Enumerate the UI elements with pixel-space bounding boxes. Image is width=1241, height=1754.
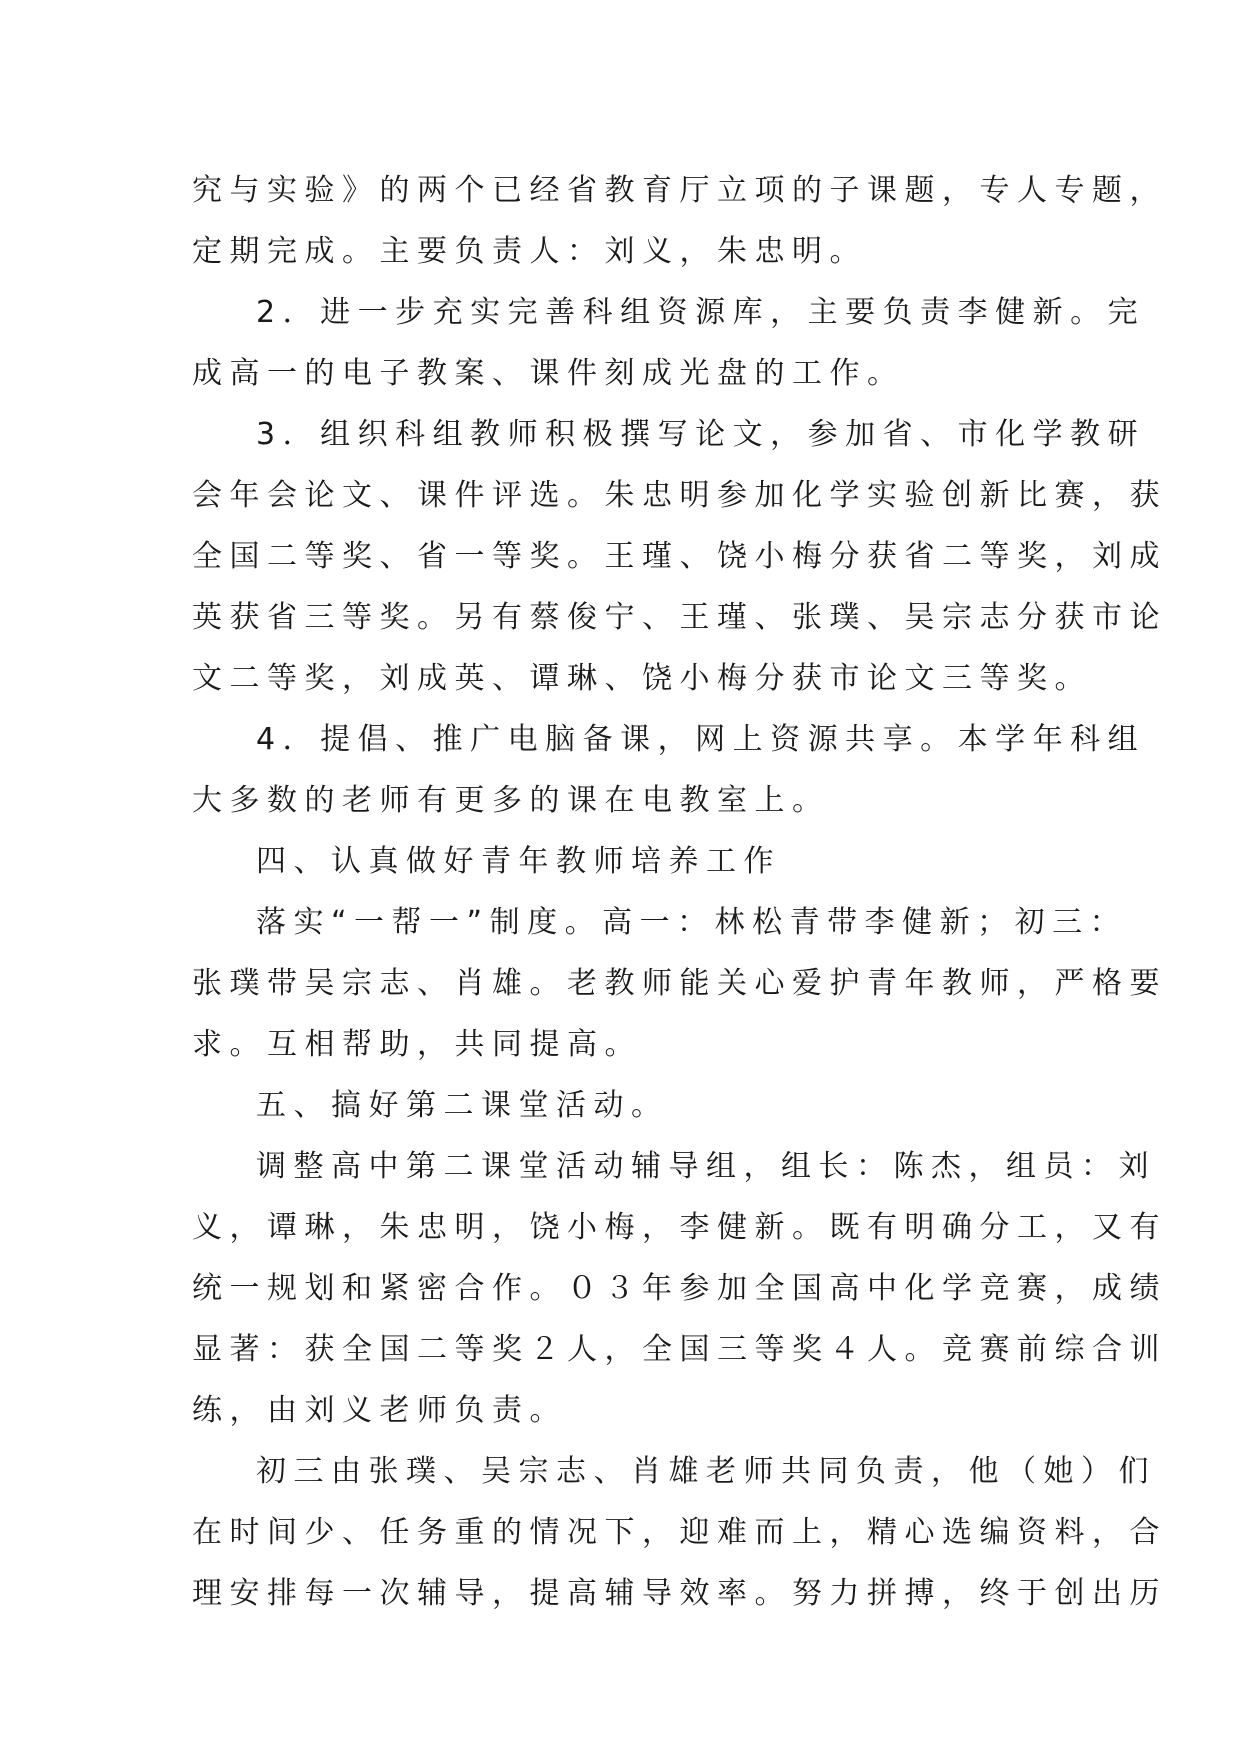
text-line: 落实“一帮一”制度。高一：林松青带李健新；初三： bbox=[256, 905, 1128, 940]
text-line: 全国二等奖、省一等奖。王瑾、饶小梅分获省二等奖，刘成 bbox=[192, 539, 1167, 574]
text-line: 大多数的老师有更多的课在电教室上。 bbox=[192, 783, 830, 818]
text-line: 究与实验》的两个已经省教育厅立项的子课题，专人专题， bbox=[192, 173, 1167, 208]
text-line: 4．提倡、推广电脑备课，网上资源共享。本学年科组 bbox=[256, 722, 1146, 757]
text-line: 显著：获全国二等奖２人，全国三等奖４人。竞赛前综合训 bbox=[192, 1332, 1167, 1367]
text-line: 定期完成。主要负责人：刘义，朱忠明。 bbox=[192, 234, 867, 269]
text-line: 2．进一步充实完善科组资源库，主要负责李健新。完 bbox=[256, 295, 1146, 330]
text-line: 理安排每一次辅导，提高辅导效率。努力拼搏，终于创出历 bbox=[192, 1576, 1167, 1611]
text-line: 文二等奖，刘成英、谭琳、饶小梅分获市论文三等奖。 bbox=[192, 661, 1092, 696]
text-line: 义，谭琳，朱忠明，饶小梅，李健新。既有明确分工，又有 bbox=[192, 1210, 1167, 1245]
body-text bbox=[192, 160, 1167, 1624]
section-heading: 四、认真做好青年教师培养工作 bbox=[256, 844, 781, 879]
text-line: 统一规划和紧密合作。０３年参加全国高中化学竞赛，成绩 bbox=[192, 1271, 1167, 1306]
text-line: 调整高中第二课堂活动辅导组，组长：陈杰，组员：刘 bbox=[256, 1149, 1156, 1184]
text-line: 练，由刘义老师负责。 bbox=[192, 1393, 567, 1428]
text-line: 初三由张璞、吴宗志、肖雄老师共同负责，他（她）们 bbox=[256, 1454, 1156, 1489]
section-heading: 五、搞好第二课堂活动。 bbox=[256, 1088, 669, 1123]
text-line: 在时间少、任务重的情况下，迎难而上，精心选编资料，合 bbox=[192, 1515, 1167, 1550]
text-line: 张璞带吴宗志、肖雄。老教师能关心爱护青年教师，严格要 bbox=[192, 966, 1167, 1001]
text-line: 3．组织科组教师积极撰写论文，参加省、市化学教研 bbox=[256, 417, 1146, 452]
text-line: 求。互相帮助，共同提高。 bbox=[192, 1027, 642, 1062]
text-line: 成高一的电子教案、课件刻成光盘的工作。 bbox=[192, 356, 905, 391]
text-line: 会年会论文、课件评选。朱忠明参加化学实验创新比赛，获 bbox=[192, 478, 1167, 513]
text-line: 英获省三等奖。另有蔡俊宁、王瑾、张璞、吴宗志分获市论 bbox=[192, 600, 1167, 635]
